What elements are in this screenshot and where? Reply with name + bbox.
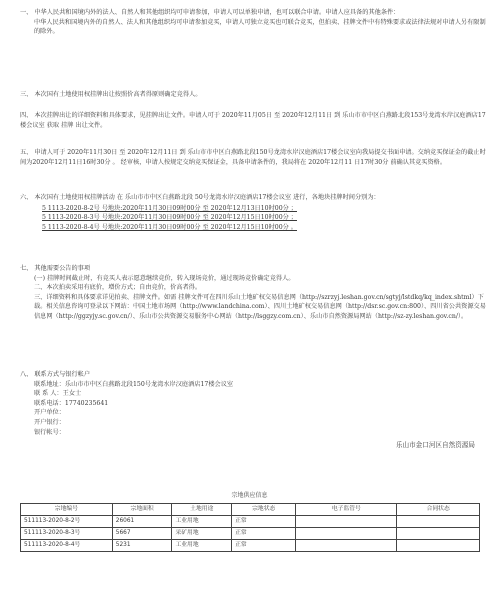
cell-parcel-status: 正常 (232, 515, 296, 527)
cell-contract-status (397, 539, 480, 551)
table-header-row (21, 504, 480, 516)
cell-land-use: 工业用地 (172, 539, 232, 551)
listing-schedule-intro: 六、 本次国有土地使用权挂牌活动 在 乐山市市中区白燕路北段 50号龙湾水岸汉庭酒店17楼会议室 进行，各地块挂牌时间分别为： (20, 194, 380, 201)
cell-parcel-id: 511113-2020-8-4号 (21, 539, 113, 551)
contact-address: 联系地址：乐山市市中区白燕路北段150号龙湾水岸汉庭酒店17楼会议室 (34, 380, 234, 388)
contact-heading: 八、 联系方式与银行帐户 (20, 371, 91, 378)
other-matters-heading: 七、 其他需要公告的事项 (20, 265, 91, 272)
col-area: 宗地面积 (112, 504, 172, 516)
section-contact (20, 370, 486, 437)
cell-supervision-no (296, 527, 397, 539)
cell-contract-status (397, 527, 480, 539)
applicant-conditions-detail: 中华人民共和国境内外的自然人、法人和其他组织均可申请参加竞买，申请人可独立竞买也可联合竞买，但拍卖、挂牌文件中有特殊要求或法律法规对申请人另有限制的除外。 (34, 18, 486, 36)
cell-contract-status (397, 515, 480, 527)
table-row (21, 515, 480, 527)
listing-slot: 5 1113-2020-8-2号 号地块:2020年11月30日09时00分 至 2020年12月13日10时00分 ； (42, 204, 297, 212)
issuing-authority: 乐山市金口河区自然资源局 (395, 441, 475, 449)
cell-supervision-no (296, 515, 397, 527)
listing-slot: 5 1113-2020-8-4号 号地块:2020年11月30日09时00分 至 2020年12月15日10时00分 。 (42, 223, 297, 231)
cell-area: 5231 (112, 539, 172, 551)
cell-area: 5667 (112, 527, 172, 539)
col-contract-status: 合同状态 (397, 504, 480, 516)
cell-parcel-id: 511113-2020-8-3号 (21, 527, 113, 539)
section-bid-principle (20, 90, 486, 100)
other-matters-item: 三、详细资料和具体要求详见拍卖、挂牌文件。如需 挂牌文件可在四川乐山土地矿权交易信息网（http://szrzyj.leshan.gov.cn/sgtyj/lstdkq/kq_index.shtml）下载。相关信息咨询可登录以下网站：中国土地市场网（http://www.landchina.com）、四川土地矿权交易信息网（http://dsr.sc.gov.cn:800）、四川省公共资源交易信息网（http://ggzyjy.sc.gov.cn/）、乐山市公共资源交易服务中心网站（http://lsggzy.com.cn）、乐山市自然资源局网站（http://sz-zy.leshan.gov.cn/）。 (34, 293, 486, 321)
section-listing-schedule (20, 193, 486, 232)
section-applicant-conditions (20, 8, 486, 37)
account-number: 银行帐号： (34, 428, 65, 436)
documents-text: 四、 本次挂牌出让的详细资料和具体要求，见挂牌出让文件。申请人可于 2020年11月05日 至 2020年12月11日 到 乐山市市中区白燕路北段153号龙湾水岸汉庭酒店17楼会议室 获取 挂牌 出让文件。 (20, 112, 486, 129)
applicant-conditions-intro: 一、 中华人民共和国境内外的法人、自然人和其他组织均可申请参加，申请人可以单独申请，也可以联合申请。申请人应具备的其他条件： (20, 9, 400, 16)
cell-area: 26061 (112, 515, 172, 527)
account-holder: 开户单位： (34, 409, 65, 417)
contact-phone: 联系电话：17740235641 (34, 399, 109, 407)
section-other-matters (20, 264, 486, 322)
cell-land-use: 采矿用地 (172, 527, 232, 539)
cell-parcel-id: 511113-2020-8-2号 (21, 515, 113, 527)
other-matters-item: (一) 挂牌时间截止时，有竞买人表示愿意继续竞价，转入现场竞价，通过现场竞价确定竞得人。 (34, 274, 295, 282)
parcel-supply-table (20, 503, 480, 552)
table-row (21, 539, 480, 551)
application-text: 五、 申请人可于 2020年11月30日 至 2020年12月11日 到 乐山市市中区白燕路北段150号龙湾水岸汉庭酒店17楼会议室向我局提交书面申请。交纳竞买保证金的截止时间为2020年12月11日16时30分 。 经审核，申请人按规定交纳竞买保证金，具备申请条件的，我局将在 2020年12月11 日17时30分 前确认其竞买资格。 (20, 149, 486, 166)
cell-supervision-no (296, 539, 397, 551)
other-matters-item: 二、本次拍卖采用有底价，增价方式；自由竞价，价高者得。 (34, 284, 202, 292)
listing-slot: 5 1113-2020-8-3号 号地块:2020年11月30日09时00分 至 2020年12月15日10时00分 ； (42, 214, 297, 222)
col-supervision-no: 电子监管号 (296, 504, 397, 516)
section-application (20, 148, 486, 167)
col-parcel-status: 宗地状态 (232, 504, 296, 516)
cell-parcel-status: 正常 (232, 539, 296, 551)
account-bank: 开户银行： (34, 419, 65, 427)
col-parcel-id: 宗地编号 (21, 504, 113, 516)
cell-parcel-status: 正常 (232, 527, 296, 539)
cell-land-use: 工业用地 (172, 515, 232, 527)
table-caption: 宗地供应信息 (231, 492, 268, 499)
table-row (21, 527, 480, 539)
section-documents (20, 111, 486, 130)
col-land-use: 土地用途 (172, 504, 232, 516)
bid-principle-text: 三、 本次国有土地使用权挂牌出让按照价高者得原则确定竞得人。 (20, 91, 202, 98)
contact-person: 联 系 人：王女士 (34, 390, 82, 398)
